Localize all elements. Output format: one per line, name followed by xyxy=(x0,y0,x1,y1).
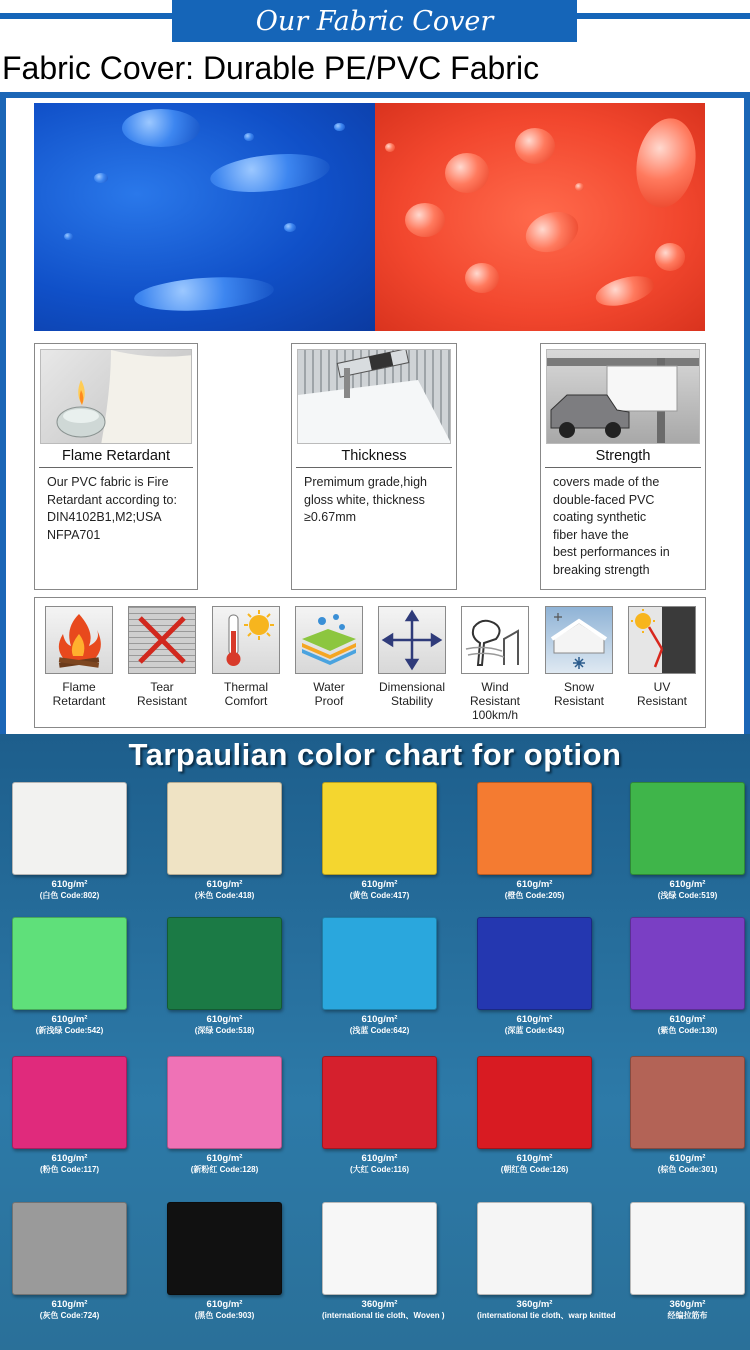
color-swatch xyxy=(322,1056,437,1175)
swatch-color-chip xyxy=(322,1056,437,1149)
swatch-weight: 610g/m² xyxy=(206,1153,243,1164)
flame-icon xyxy=(45,606,113,674)
swatch-code: (大红 Code:116) xyxy=(349,1165,410,1174)
color-swatch xyxy=(630,917,745,1036)
feature-thermal-comfort xyxy=(205,606,287,708)
swatch-weight: 610g/m² xyxy=(669,879,706,890)
swatch-code: (浅绿 Code:519) xyxy=(657,891,718,900)
flame-test-photo xyxy=(40,349,192,444)
feature-label: Resistant xyxy=(553,694,605,708)
feature-label: Wind xyxy=(481,680,509,694)
feature-tear-resistant xyxy=(121,606,203,708)
swatch-weight: 610g/m² xyxy=(51,1153,88,1164)
swatch-code: (深绿 Code:518) xyxy=(194,1026,255,1035)
swatch-color-chip xyxy=(322,917,437,1010)
swatch-weight: 610g/m² xyxy=(361,879,398,890)
swatch-code: (黄色 Code:417) xyxy=(349,891,410,900)
thermometer-sun-icon xyxy=(212,606,280,674)
snow-icon xyxy=(545,606,613,674)
card-divider xyxy=(545,467,701,468)
color-swatch xyxy=(12,1202,127,1321)
color-swatch xyxy=(322,782,437,901)
feature-label: Thermal xyxy=(223,680,268,694)
swatch-color-chip xyxy=(322,1202,437,1295)
header-banner xyxy=(0,0,750,42)
feature-label: Resistant xyxy=(136,694,188,708)
color-swatch xyxy=(12,917,127,1036)
swatch-weight: 610g/m² xyxy=(516,879,553,890)
feature-label: Stability xyxy=(390,694,434,708)
swatch-code: (紫色 Code:130) xyxy=(657,1026,718,1035)
wind-icon xyxy=(461,606,529,674)
color-swatch xyxy=(630,1202,745,1321)
swatch-color-chip xyxy=(477,782,592,875)
swatch-code: (棕色 Code:301) xyxy=(657,1165,718,1174)
swatch-color-chip xyxy=(12,1202,127,1295)
swatch-code: (international tie cloth、warp knitted xyxy=(477,1311,616,1320)
swatch-weight: 610g/m² xyxy=(206,879,243,890)
banner-line-right xyxy=(577,13,750,19)
color-swatch xyxy=(477,917,592,1036)
color-swatch xyxy=(167,1056,282,1175)
feature-label: UV xyxy=(653,680,671,694)
feature-label: 100km/h xyxy=(471,708,519,722)
feature-label: Proof xyxy=(314,694,344,708)
feature-flame-retardant xyxy=(38,606,120,708)
swatch-code: (白色 Code:802) xyxy=(39,891,100,900)
features-frame xyxy=(0,92,750,734)
swatch-code: (新粉红 Code:128) xyxy=(190,1165,259,1174)
swatch-weight: 610g/m² xyxy=(361,1153,398,1164)
swatch-color-chip xyxy=(477,917,592,1010)
feature-label: Water xyxy=(313,680,345,694)
swatch-color-chip xyxy=(12,917,127,1010)
swatch-weight: 610g/m² xyxy=(51,1299,88,1310)
feature-snow-resistant xyxy=(538,606,620,708)
swatch-color-chip xyxy=(477,1202,592,1295)
card-description: covers made of the double-faced PVC coating synthetic fiber have the best performances in breaking strength xyxy=(553,475,670,577)
swatch-weight: 610g/m² xyxy=(516,1014,553,1025)
red-fabric-water-photo xyxy=(375,103,705,331)
swatch-code: (international tie cloth、Woven ) xyxy=(322,1311,445,1320)
thickness-card xyxy=(291,343,457,590)
color-chart-title: Tarpaulian color chart for option xyxy=(128,737,622,772)
feature-water-proof xyxy=(288,606,370,708)
uv-sun-icon xyxy=(628,606,696,674)
color-swatch xyxy=(12,782,127,901)
swatch-color-chip xyxy=(12,782,127,875)
swatch-code: (灰色 Code:724) xyxy=(39,1311,100,1320)
color-swatch xyxy=(477,1056,592,1175)
swatch-code: (粉色 Code:117) xyxy=(39,1165,100,1174)
banner-title-box xyxy=(172,0,577,42)
swatch-code: (新浅绿 Code:542) xyxy=(35,1026,104,1035)
swatch-color-chip xyxy=(12,1056,127,1149)
color-swatch xyxy=(322,1202,445,1321)
feature-dimensional-stability xyxy=(371,606,453,708)
color-swatch xyxy=(167,782,282,901)
swatch-weight: 610g/m² xyxy=(669,1153,706,1164)
color-swatch xyxy=(167,1202,282,1321)
swatch-color-chip xyxy=(322,782,437,875)
swatch-color-chip xyxy=(477,1056,592,1149)
feature-label: Retardant xyxy=(52,694,106,708)
banner-line-left xyxy=(0,13,172,19)
swatch-color-chip xyxy=(167,1056,282,1149)
feature-label: Comfort xyxy=(224,694,268,708)
page-subtitle: Fabric Cover: Durable PE/PVC Fabric xyxy=(2,50,540,86)
feature-label: Resistant xyxy=(636,694,688,708)
banner-title: Our Fabric Cover xyxy=(255,5,494,37)
swatch-code: (浅蓝 Code:642) xyxy=(349,1026,410,1035)
swatch-weight: 610g/m² xyxy=(361,1014,398,1025)
flame-retardant-card xyxy=(34,343,198,590)
swatch-color-chip xyxy=(630,917,745,1010)
swatch-color-chip xyxy=(167,917,282,1010)
feature-label: Resistant xyxy=(469,694,521,708)
caliper-measurement-photo xyxy=(297,349,451,444)
swatch-code: (朝红色 Code:126) xyxy=(500,1165,569,1174)
swatch-weight: 610g/m² xyxy=(51,1014,88,1025)
swatch-color-chip xyxy=(167,782,282,875)
swatch-code: (橙色 Code:205) xyxy=(504,891,565,900)
color-chart xyxy=(0,734,750,1350)
feature-label: Flame xyxy=(62,680,96,694)
feature-label: Dimensional xyxy=(378,680,446,694)
card-title: Flame Retardant xyxy=(62,448,170,464)
truck-lifting-fabric-photo xyxy=(546,349,700,444)
swatch-color-chip xyxy=(167,1202,282,1295)
feature-icons-strip xyxy=(34,597,706,728)
card-title: Strength xyxy=(595,448,651,464)
color-swatch xyxy=(477,1202,616,1321)
card-divider xyxy=(296,467,452,468)
swatch-weight: 610g/m² xyxy=(669,1014,706,1025)
swatch-weight: 360g/m² xyxy=(516,1299,553,1310)
color-swatch xyxy=(630,1056,745,1175)
swatch-color-chip xyxy=(630,1202,745,1295)
color-swatch xyxy=(167,917,282,1036)
swatch-weight: 610g/m² xyxy=(516,1153,553,1164)
feature-label: Tear xyxy=(150,680,174,694)
feature-label: Snow xyxy=(563,680,595,694)
dimension-arrows-icon xyxy=(378,606,446,674)
feature-wind-resistant xyxy=(454,606,536,722)
swatch-code: 经编拉筋布 xyxy=(667,1311,708,1320)
swatch-weight: 610g/m² xyxy=(206,1014,243,1025)
swatch-color-chip xyxy=(630,1056,745,1149)
swatch-weight: 610g/m² xyxy=(206,1299,243,1310)
color-swatch xyxy=(322,917,437,1036)
card-description: Premimum grade,high gloss white, thickness ≥0.67mm xyxy=(304,475,427,524)
swatch-weight: 610g/m² xyxy=(51,879,88,890)
swatch-code: (深蓝 Code:643) xyxy=(504,1026,565,1035)
water-proof-icon xyxy=(295,606,363,674)
color-swatch xyxy=(630,782,745,901)
card-title: Thickness xyxy=(341,448,407,464)
swatch-weight: 360g/m² xyxy=(669,1299,706,1310)
swatch-code: (米色 Code:418) xyxy=(194,891,255,900)
swatch-weight: 360g/m² xyxy=(361,1299,398,1310)
color-swatch xyxy=(12,1056,127,1175)
color-swatch xyxy=(477,782,592,901)
strength-card xyxy=(540,343,706,590)
card-divider xyxy=(39,467,193,468)
swatch-code: (黑色 Code:903) xyxy=(194,1311,255,1320)
blue-fabric-water-photo xyxy=(34,103,376,331)
tear-icon xyxy=(128,606,196,674)
swatch-color-chip xyxy=(630,782,745,875)
card-description: Our PVC fabric is Fire Retardant according to: DIN4102B1,M2;USA NFPA701 xyxy=(47,475,177,542)
feature-uv-resistant xyxy=(621,606,703,708)
